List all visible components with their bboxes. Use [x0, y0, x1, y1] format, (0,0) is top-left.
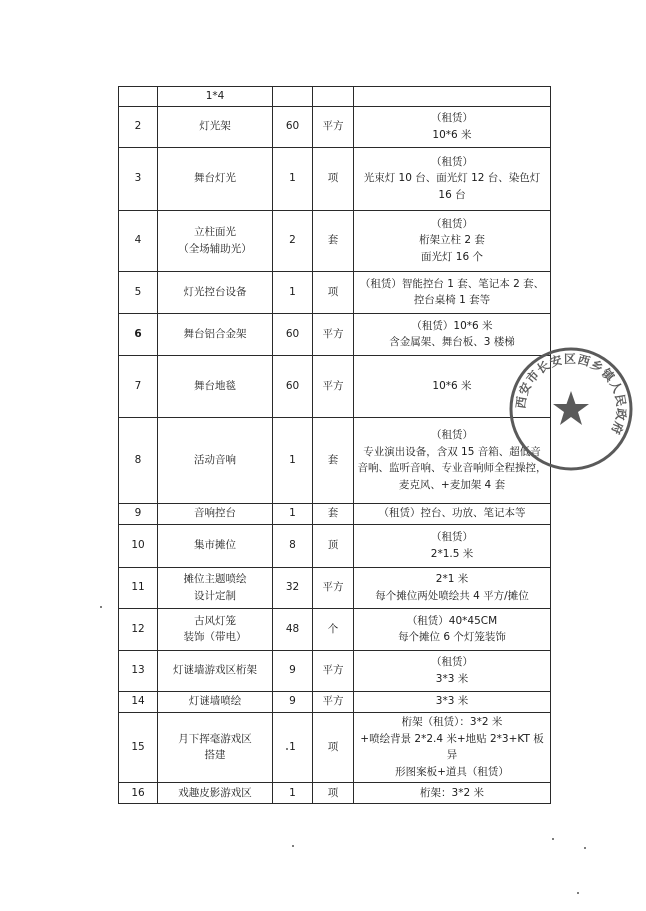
- item-quantity: 48: [273, 608, 313, 650]
- item-unit: 平方: [313, 313, 354, 355]
- item-number: 4: [119, 210, 158, 271]
- item-name: 月下挥毫游戏区 搭建: [158, 712, 273, 782]
- table-row: [119, 567, 551, 608]
- item-description: （租赁）控台、功放、笔记本等: [354, 503, 551, 524]
- item-description: 10*6 米: [354, 355, 551, 417]
- item-quantity: 8: [273, 524, 313, 567]
- item-name: 戏趣皮影游戏区: [158, 782, 273, 803]
- item-name: 1*4: [158, 87, 273, 107]
- item-name: 集市摊位: [158, 524, 273, 567]
- item-description: 桁架：3*2 米: [354, 782, 551, 803]
- item-number: 7: [119, 355, 158, 417]
- item-description: （租赁） 光束灯 10 台、面光灯 12 台、染色灯 16 台: [354, 147, 551, 210]
- item-unit: 套: [313, 503, 354, 524]
- item-description: （租赁） 专业演出设备，含双 15 音箱、超低音 音响、监听音响、专业音响师全程操控， 麦克风、+麦加架 4 套: [354, 417, 551, 503]
- item-unit: 项: [313, 782, 354, 803]
- item-quantity: 32: [273, 567, 313, 608]
- item-name: 舞台地毯: [158, 355, 273, 417]
- item-name: 音响控台: [158, 503, 273, 524]
- item-quantity: 1: [273, 503, 313, 524]
- item-quantity: 1: [273, 271, 313, 313]
- item-unit: 平方: [313, 650, 354, 691]
- table-row: [119, 210, 551, 271]
- item-name: 灯谜墙喷绘: [158, 691, 273, 712]
- item-number: 6: [119, 313, 158, 355]
- item-unit: 平方: [313, 691, 354, 712]
- item-number: 3: [119, 147, 158, 210]
- table-row: [119, 106, 551, 147]
- item-unit: 平方: [313, 567, 354, 608]
- table-row: [119, 608, 551, 650]
- item-number: 8: [119, 417, 158, 503]
- item-description: （租赁） 2*1.5 米: [354, 524, 551, 567]
- item-number: 2: [119, 106, 158, 147]
- item-quantity: 9: [273, 691, 313, 712]
- item-unit: 顶: [313, 524, 354, 567]
- table-row: [119, 524, 551, 567]
- item-quantity: 1: [273, 712, 313, 782]
- item-description: （租赁） 10*6 米: [354, 106, 551, 147]
- item-name: 灯谜墙游戏区桁架: [158, 650, 273, 691]
- item-unit: 项: [313, 712, 354, 782]
- seal-star-icon: [553, 391, 589, 425]
- table-row: [119, 271, 551, 313]
- item-number: [119, 87, 158, 107]
- table-row: [119, 650, 551, 691]
- item-name: 立柱面光 （全场辅助光）: [158, 210, 273, 271]
- item-description: 3*3 米: [354, 691, 551, 712]
- item-number: 11: [119, 567, 158, 608]
- item-description: （租赁）智能控台 1 套、笔记本 2 套、 控台桌椅 1 套等: [354, 271, 551, 313]
- item-description: （租赁） 3*3 米: [354, 650, 551, 691]
- table-row: [119, 147, 551, 210]
- item-unit: [313, 87, 354, 107]
- table-row: [119, 782, 551, 803]
- item-unit: 平方: [313, 355, 354, 417]
- table-row: [119, 691, 551, 712]
- item-number: 10: [119, 524, 158, 567]
- item-description: 桁架（租赁）：3*2 米 +喷绘背景 2*2.4 米+地贴 2*3+KT 板异 形图案板+道具（租赁）: [354, 712, 551, 782]
- item-name: 舞台铝合金架: [158, 313, 273, 355]
- item-description: （租赁）40*45CM 每个摊位 6 个灯笼装饰: [354, 608, 551, 650]
- item-quantity: 60: [273, 355, 313, 417]
- table-row: [119, 355, 551, 417]
- item-unit: 套: [313, 210, 354, 271]
- item-quantity: 1: [273, 417, 313, 503]
- item-description: [354, 87, 551, 107]
- item-description: 2*1 米 每个摊位两处喷绘共 4 平方/摊位: [354, 567, 551, 608]
- item-number: 5: [119, 271, 158, 313]
- item-name: 灯光架: [158, 106, 273, 147]
- item-quantity: [273, 87, 313, 107]
- item-quantity: 2: [273, 210, 313, 271]
- item-description: （租赁）10*6 米 含金属架、舞台板、3 楼梯: [354, 313, 551, 355]
- item-quantity: 60: [273, 106, 313, 147]
- item-number: 9: [119, 503, 158, 524]
- item-name: 灯光控台设备: [158, 271, 273, 313]
- table-row: [119, 87, 551, 107]
- item-quantity: 1: [273, 782, 313, 803]
- table-row: [119, 313, 551, 355]
- item-unit: 套: [313, 417, 354, 503]
- item-number: 12: [119, 608, 158, 650]
- seal-lettering: 西安市长安区西乡镇人民政府: [513, 351, 629, 438]
- item-unit: 平方: [313, 106, 354, 147]
- item-quantity: 60: [273, 313, 313, 355]
- item-unit: 项: [313, 271, 354, 313]
- item-description: （租赁） 桁架立柱 2 套 面光灯 16 个: [354, 210, 551, 271]
- item-unit: 个: [313, 608, 354, 650]
- table-row: [119, 417, 551, 503]
- item-quantity: 9: [273, 650, 313, 691]
- item-number: 14: [119, 691, 158, 712]
- item-name: 摊位主题喷绘 设计定制: [158, 567, 273, 608]
- item-number: 15: [119, 712, 158, 782]
- equipment-quote-table: [118, 86, 551, 804]
- item-unit: 项: [313, 147, 354, 210]
- table-row: [119, 503, 551, 524]
- item-name: 舞台灯光: [158, 147, 273, 210]
- item-number: 16: [119, 782, 158, 803]
- table-row: [119, 712, 551, 782]
- item-name: 古风灯笼 装饰（带电）: [158, 608, 273, 650]
- item-number: 13: [119, 650, 158, 691]
- item-name: 活动音响: [158, 417, 273, 503]
- item-quantity: 1: [273, 147, 313, 210]
